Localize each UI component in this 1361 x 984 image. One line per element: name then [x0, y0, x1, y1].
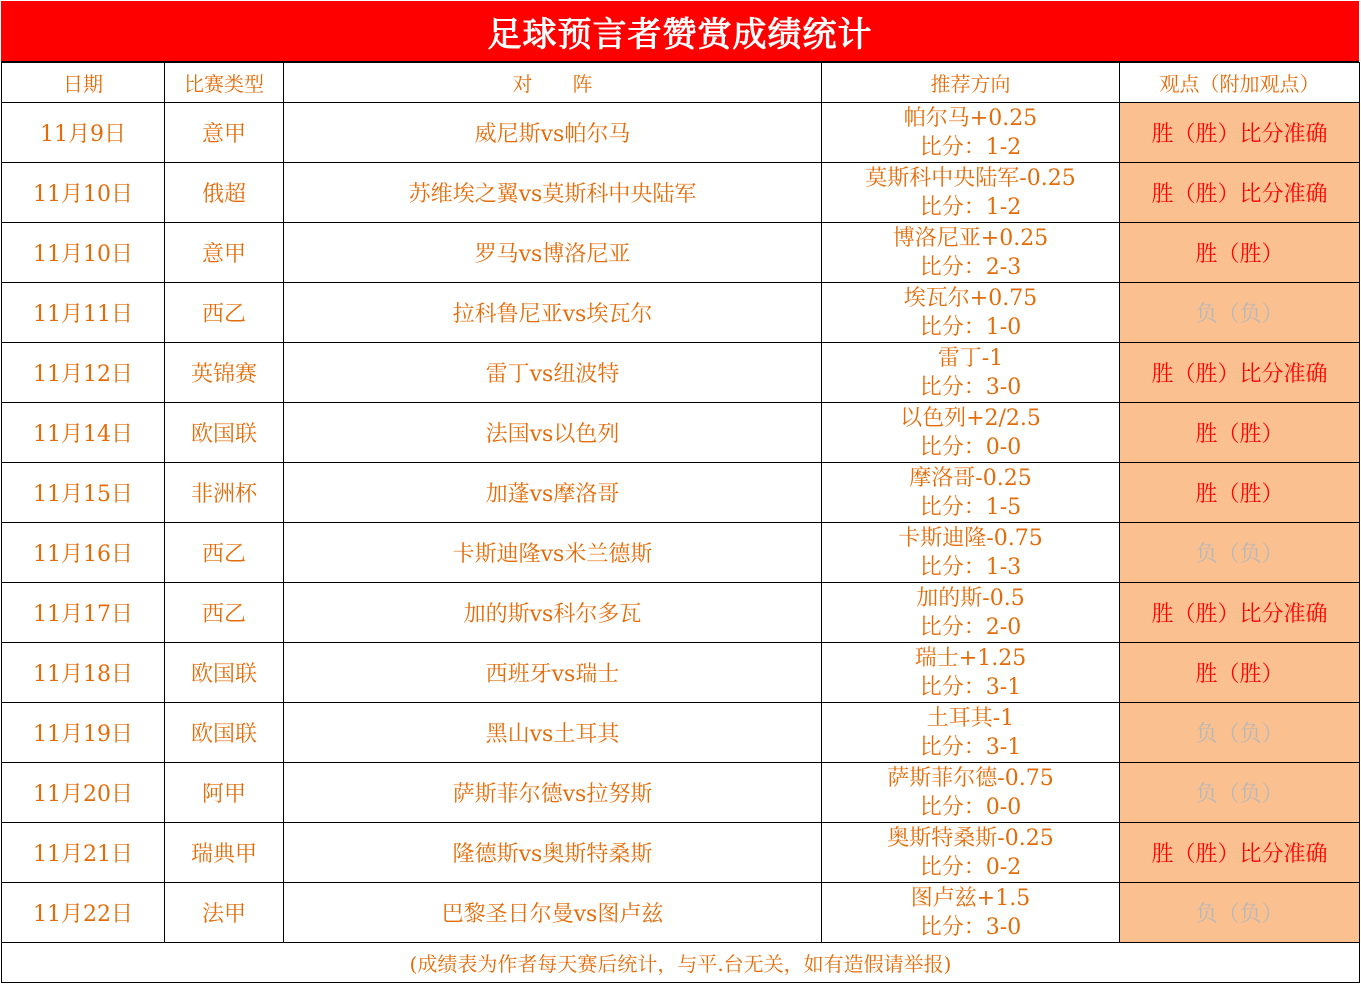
- cell-result: 负（负）: [1120, 283, 1360, 343]
- recommend-pick: 雷丁-1: [937, 345, 1004, 371]
- cell-match: 萨斯菲尔德vs拉努斯: [284, 763, 822, 823]
- recommend-score: 比分：1-2: [919, 194, 1022, 220]
- cell-result: 胜（胜）比分准确: [1120, 163, 1360, 223]
- cell-match: 巴黎圣日尔曼vs图卢兹: [284, 883, 822, 943]
- header-row: [2, 63, 1360, 103]
- recommend-pick: 以色列+2/2.5: [900, 405, 1041, 431]
- recommend-score: 比分：3-1: [919, 734, 1022, 760]
- table-row: [2, 343, 1360, 403]
- cell-date: 11月10日: [2, 163, 165, 223]
- cell-league: 意甲: [165, 103, 284, 163]
- cell-recommend: [822, 343, 1120, 403]
- cell-recommend: [822, 703, 1120, 763]
- cell-recommend: [822, 523, 1120, 583]
- cell-date: 11月18日: [2, 643, 165, 703]
- cell-recommend: [822, 403, 1120, 463]
- table-row: [2, 283, 1360, 343]
- recommend-pick: 卡斯迪隆-0.75: [898, 525, 1043, 551]
- table-row: [2, 703, 1360, 763]
- cell-date: 11月21日: [2, 823, 165, 883]
- cell-date: 11月9日: [2, 103, 165, 163]
- recommend-pick: 埃瓦尔+0.75: [903, 285, 1038, 311]
- table-row: [2, 223, 1360, 283]
- cell-match: 威尼斯vs帕尔马: [284, 103, 822, 163]
- header-match: 对 阵: [284, 63, 822, 103]
- recommend-score: 比分：3-0: [919, 374, 1022, 400]
- footer-row: [2, 943, 1360, 983]
- recommend-score: 比分：3-0: [919, 914, 1022, 940]
- cell-date: 11月17日: [2, 583, 165, 643]
- cell-recommend: [822, 163, 1120, 223]
- cell-date: 11月20日: [2, 763, 165, 823]
- cell-date: 11月14日: [2, 403, 165, 463]
- sheet-title: 足球预言者赞赏成绩统计: [1, 1, 1359, 62]
- cell-match: 西班牙vs瑞士: [284, 643, 822, 703]
- cell-league: 英锦赛: [165, 343, 284, 403]
- recommend-pick: 萨斯菲尔德-0.75: [887, 765, 1054, 791]
- header-league: 比赛类型: [165, 63, 284, 103]
- cell-result: 胜（胜）比分准确: [1120, 583, 1360, 643]
- cell-league: 俄超: [165, 163, 284, 223]
- cell-result: 负（负）: [1120, 883, 1360, 943]
- recommend-pick: 帕尔马+0.25: [903, 105, 1038, 131]
- recommend-pick: 奥斯特桑斯-0.25: [887, 825, 1054, 851]
- cell-league: 法甲: [165, 883, 284, 943]
- recommend-pick: 莫斯科中央陆军-0.25: [865, 165, 1076, 191]
- cell-result: 负（负）: [1120, 523, 1360, 583]
- cell-match: 卡斯迪隆vs米兰德斯: [284, 523, 822, 583]
- table-row: [2, 883, 1360, 943]
- table-row: [2, 583, 1360, 643]
- cell-date: 11月11日: [2, 283, 165, 343]
- results-table: [1, 62, 1360, 983]
- table-row: [2, 763, 1360, 823]
- recommend-pick: 瑞士+1.25: [914, 645, 1027, 671]
- cell-date: 11月22日: [2, 883, 165, 943]
- cell-date: 11月12日: [2, 343, 165, 403]
- recommend-score: 比分：1-0: [919, 314, 1022, 340]
- header-result: 观点（附加观点）: [1120, 63, 1360, 103]
- cell-match: 苏维埃之翼vs莫斯科中央陆军: [284, 163, 822, 223]
- cell-league: 阿甲: [165, 763, 284, 823]
- cell-match: 隆德斯vs奥斯特桑斯: [284, 823, 822, 883]
- cell-recommend: [822, 823, 1120, 883]
- recommend-pick: 土耳其-1: [926, 705, 1015, 731]
- recommend-pick: 加的斯-0.5: [916, 585, 1025, 611]
- cell-league: 意甲: [165, 223, 284, 283]
- header-recommend: 推荐方向: [822, 63, 1120, 103]
- cell-league: 西乙: [165, 583, 284, 643]
- cell-result: 胜（胜）: [1120, 463, 1360, 523]
- table-row: [2, 643, 1360, 703]
- table-body: [2, 103, 1360, 943]
- cell-match: 加蓬vs摩洛哥: [284, 463, 822, 523]
- table-row: [2, 463, 1360, 523]
- cell-result: 胜（胜）比分准确: [1120, 103, 1360, 163]
- table-row: [2, 403, 1360, 463]
- cell-match: 拉科鲁尼亚vs埃瓦尔: [284, 283, 822, 343]
- cell-match: 罗马vs博洛尼亚: [284, 223, 822, 283]
- cell-match: 黑山vs土耳其: [284, 703, 822, 763]
- recommend-pick: 摩洛哥-0.25: [909, 465, 1032, 491]
- recommend-pick: 博洛尼亚+0.25: [892, 225, 1049, 251]
- recommend-score: 比分：2-0: [919, 614, 1022, 640]
- cell-league: 西乙: [165, 283, 284, 343]
- cell-recommend: [822, 763, 1120, 823]
- cell-result: 负（负）: [1120, 763, 1360, 823]
- footer-note: (成绩表为作者每天赛后统计，与平.台无关，如有造假请举报): [2, 943, 1360, 983]
- recommend-score: 比分：0-0: [919, 794, 1022, 820]
- cell-league: 欧国联: [165, 403, 284, 463]
- recommend-score: 比分：1-2: [919, 134, 1022, 160]
- cell-match: 加的斯vs科尔多瓦: [284, 583, 822, 643]
- cell-recommend: [822, 103, 1120, 163]
- cell-date: 11月15日: [2, 463, 165, 523]
- cell-date: 11月10日: [2, 223, 165, 283]
- cell-match: 法国vs以色列: [284, 403, 822, 463]
- cell-recommend: [822, 883, 1120, 943]
- table-row: [2, 523, 1360, 583]
- cell-result: 胜（胜）比分准确: [1120, 823, 1360, 883]
- cell-result: 负（负）: [1120, 703, 1360, 763]
- header-date: 日期: [2, 63, 165, 103]
- cell-result: 胜（胜）: [1120, 223, 1360, 283]
- recommend-score: 比分：0-2: [919, 854, 1022, 880]
- cell-league: 欧国联: [165, 643, 284, 703]
- cell-league: 欧国联: [165, 703, 284, 763]
- cell-recommend: [822, 283, 1120, 343]
- recommend-score: 比分：2-3: [919, 254, 1022, 280]
- table-row: [2, 163, 1360, 223]
- cell-recommend: [822, 463, 1120, 523]
- recommend-pick: 图卢兹+1.5: [910, 885, 1031, 911]
- recommend-score: 比分：0-0: [919, 434, 1022, 460]
- cell-recommend: [822, 583, 1120, 643]
- cell-league: 西乙: [165, 523, 284, 583]
- cell-league: 瑞典甲: [165, 823, 284, 883]
- cell-result: 胜（胜）比分准确: [1120, 343, 1360, 403]
- cell-recommend: [822, 643, 1120, 703]
- table-row: [2, 103, 1360, 163]
- cell-recommend: [822, 223, 1120, 283]
- cell-date: 11月16日: [2, 523, 165, 583]
- recommend-score: 比分：1-5: [919, 494, 1022, 520]
- cell-result: 胜（胜）: [1120, 403, 1360, 463]
- recommend-score: 比分：1-3: [919, 554, 1022, 580]
- cell-result: 胜（胜）: [1120, 643, 1360, 703]
- table-row: [2, 823, 1360, 883]
- recommend-score: 比分：3-1: [919, 674, 1022, 700]
- cell-match: 雷丁vs纽波特: [284, 343, 822, 403]
- cell-date: 11月19日: [2, 703, 165, 763]
- cell-league: 非洲杯: [165, 463, 284, 523]
